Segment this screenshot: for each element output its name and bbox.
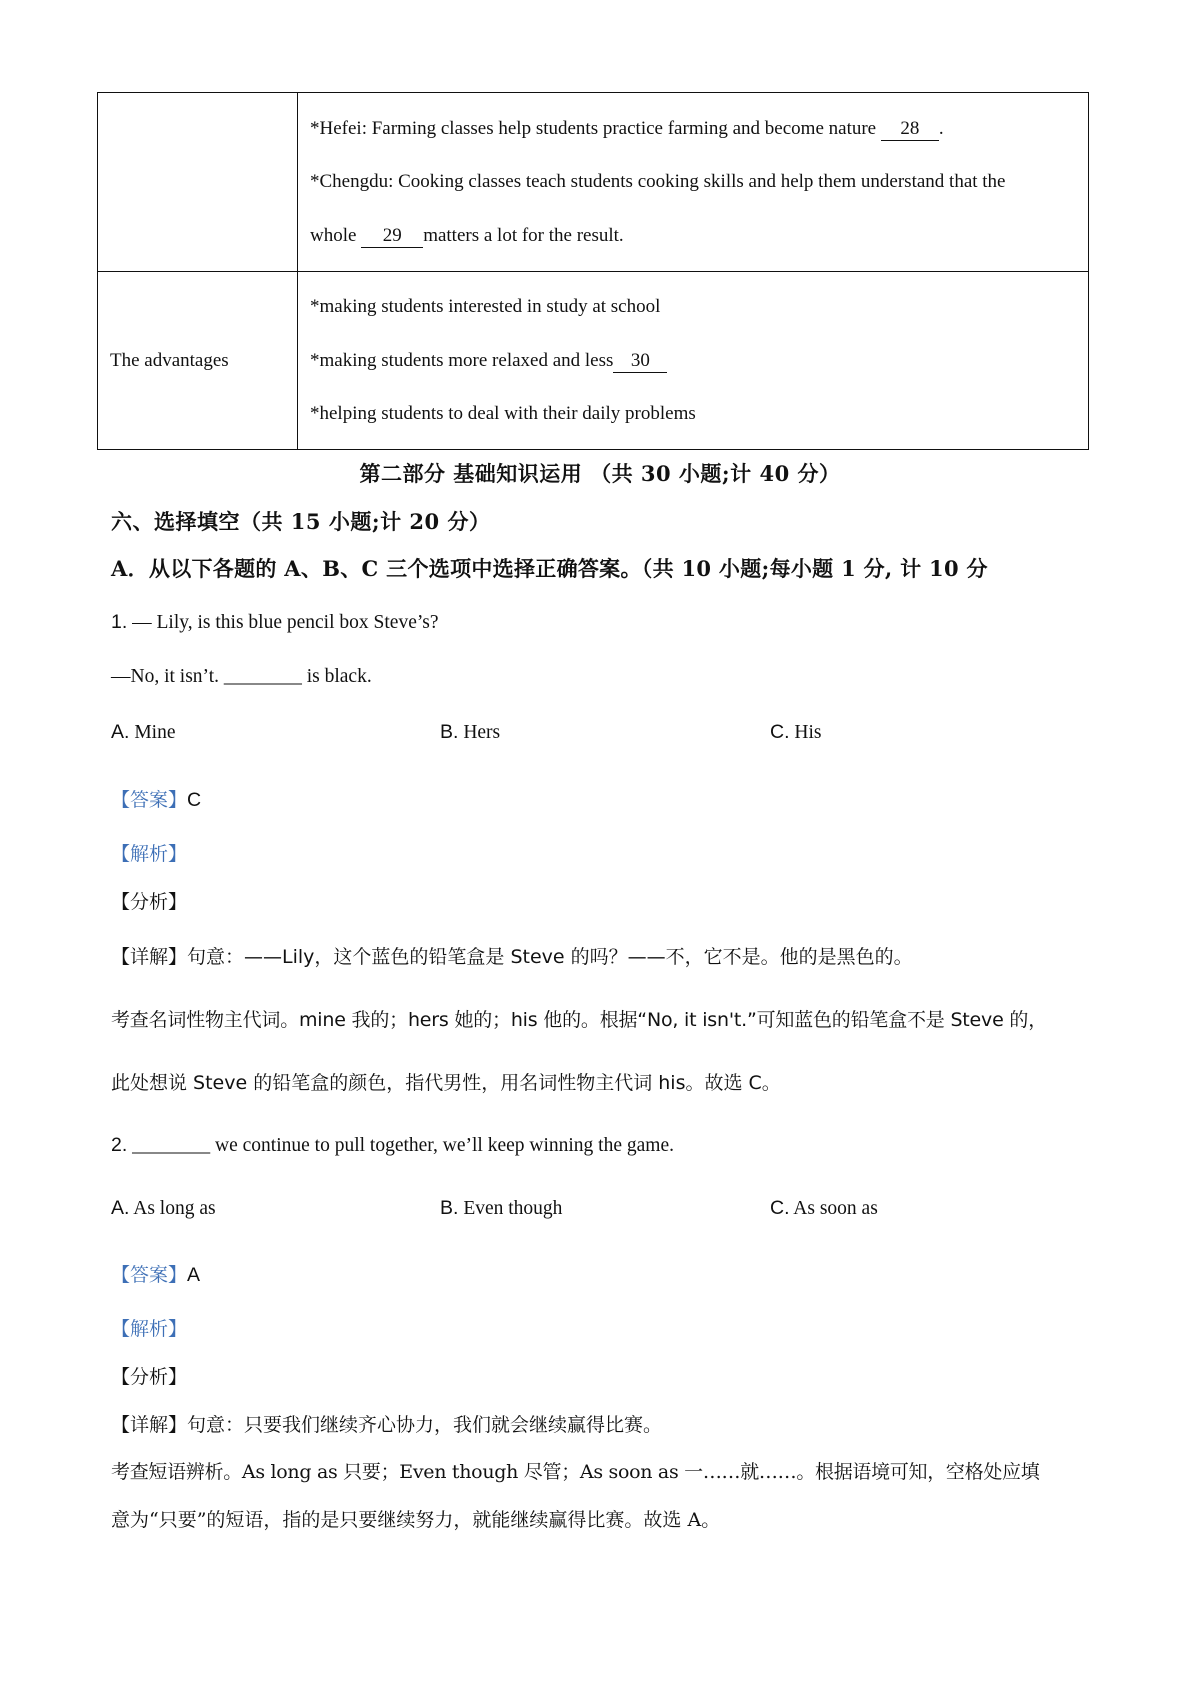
- explain-line: 考查名词性物主代词。mine 我的；hers 她的；his 他的。根据“No, it isn't.”可知蓝色的铅笔盒不是 Steve 的，: [111, 1009, 1048, 1031]
- subsection-title: A．从以下各题的 A、B、C 三个选项中选择正确答案。（共 10 小题;每小题 1 分, 计 10 分: [111, 556, 988, 581]
- option-a: A. As long as: [111, 1197, 216, 1219]
- analysis-tag: 【解析】: [111, 1318, 188, 1340]
- blank-29: 29: [361, 225, 423, 248]
- table-content-cell: [298, 93, 1089, 272]
- summary-table: [97, 92, 1089, 450]
- analysis-line: [111, 1314, 187, 1341]
- detail-line: 【详解】句意：——Lily，这个蓝色的铅笔盒是 Steve 的吗？——不，它不是。他的是黑色的。: [111, 946, 913, 968]
- question-number: 2.: [111, 1134, 128, 1156]
- detail-tag: 【详解】: [111, 946, 188, 968]
- table-line: *making students more relaxed and less 30: [310, 334, 1078, 388]
- blank-30: 30: [613, 350, 667, 373]
- table-content-cell: [298, 272, 1089, 450]
- table-line: whole 29 matters a lot for the result.: [310, 224, 624, 246]
- table-label-cell: [98, 93, 298, 272]
- answer-value: C: [187, 789, 202, 811]
- answer-line: [111, 785, 201, 812]
- question-1-stem-2: —No, it isn’t. ________ is black.: [111, 666, 372, 687]
- explain-line: 意为“只要”的短语，指的是只要继续努力，就能继续赢得比赛。故选 A。: [111, 1509, 721, 1531]
- explain-line: 考查短语辨析。As long as 只要；Even though 尽管；As soon as 一……就……。根据语境可知，空格处应填: [111, 1461, 1040, 1483]
- answer-line: [111, 1260, 200, 1287]
- table-row: [98, 93, 1089, 272]
- option-a: A. Mine: [111, 721, 176, 743]
- question-2-stem: 2. ________ we continue to pull together, we’ll keep winning the game.: [111, 1134, 674, 1156]
- blank-28: 28: [881, 118, 939, 141]
- detail-line: 【详解】句意：只要我们继续齐心协力，我们就会继续赢得比赛。: [111, 1414, 663, 1436]
- analysis-tag: 【解析】: [111, 843, 188, 865]
- table-line: *Chengdu: Cooking classes teach students cooking skills and help them understand that the: [310, 171, 1006, 193]
- table-row: [98, 272, 1089, 450]
- fenxi-line: [111, 1362, 187, 1389]
- answer-tag: 【答案】: [111, 789, 188, 811]
- fenxi-tag: 【分析】: [111, 891, 188, 913]
- fenxi-line: [111, 887, 187, 914]
- table-line: *helping students to deal with their daily problems: [310, 403, 696, 425]
- section-title: 六、选择填空（共 15 小题;计 20 分）: [111, 509, 491, 534]
- detail-tag: 【详解】: [111, 1414, 188, 1436]
- table-line: *Hefei: Farming classes help students practice farming and become nature 28 .: [310, 117, 944, 139]
- question-number: 1.: [111, 611, 128, 633]
- option-c: C. His: [770, 721, 822, 743]
- option-b: B. Even though: [440, 1197, 563, 1219]
- option-c: C. As soon as: [770, 1197, 878, 1219]
- answer-value: A: [187, 1264, 201, 1286]
- option-b: B. Hers: [440, 721, 501, 743]
- explain-line: 此处想说 Steve 的铅笔盒的颜色，指代男性，用名词性物主代词 his。故选 C。: [111, 1072, 781, 1094]
- question-1-stem: 1. — Lily, is this blue pencil box Steve’s?: [111, 611, 439, 633]
- answer-tag: 【答案】: [111, 1264, 188, 1286]
- table-line: *making students interested in study at school: [310, 296, 661, 318]
- table-label-cell: [98, 272, 298, 450]
- fenxi-tag: 【分析】: [111, 1366, 188, 1388]
- analysis-line: [111, 839, 187, 866]
- part-title: 第二部分 基础知识运用 （共 30 小题;计 40 分）: [359, 461, 841, 486]
- row-label: The advantages: [110, 349, 229, 371]
